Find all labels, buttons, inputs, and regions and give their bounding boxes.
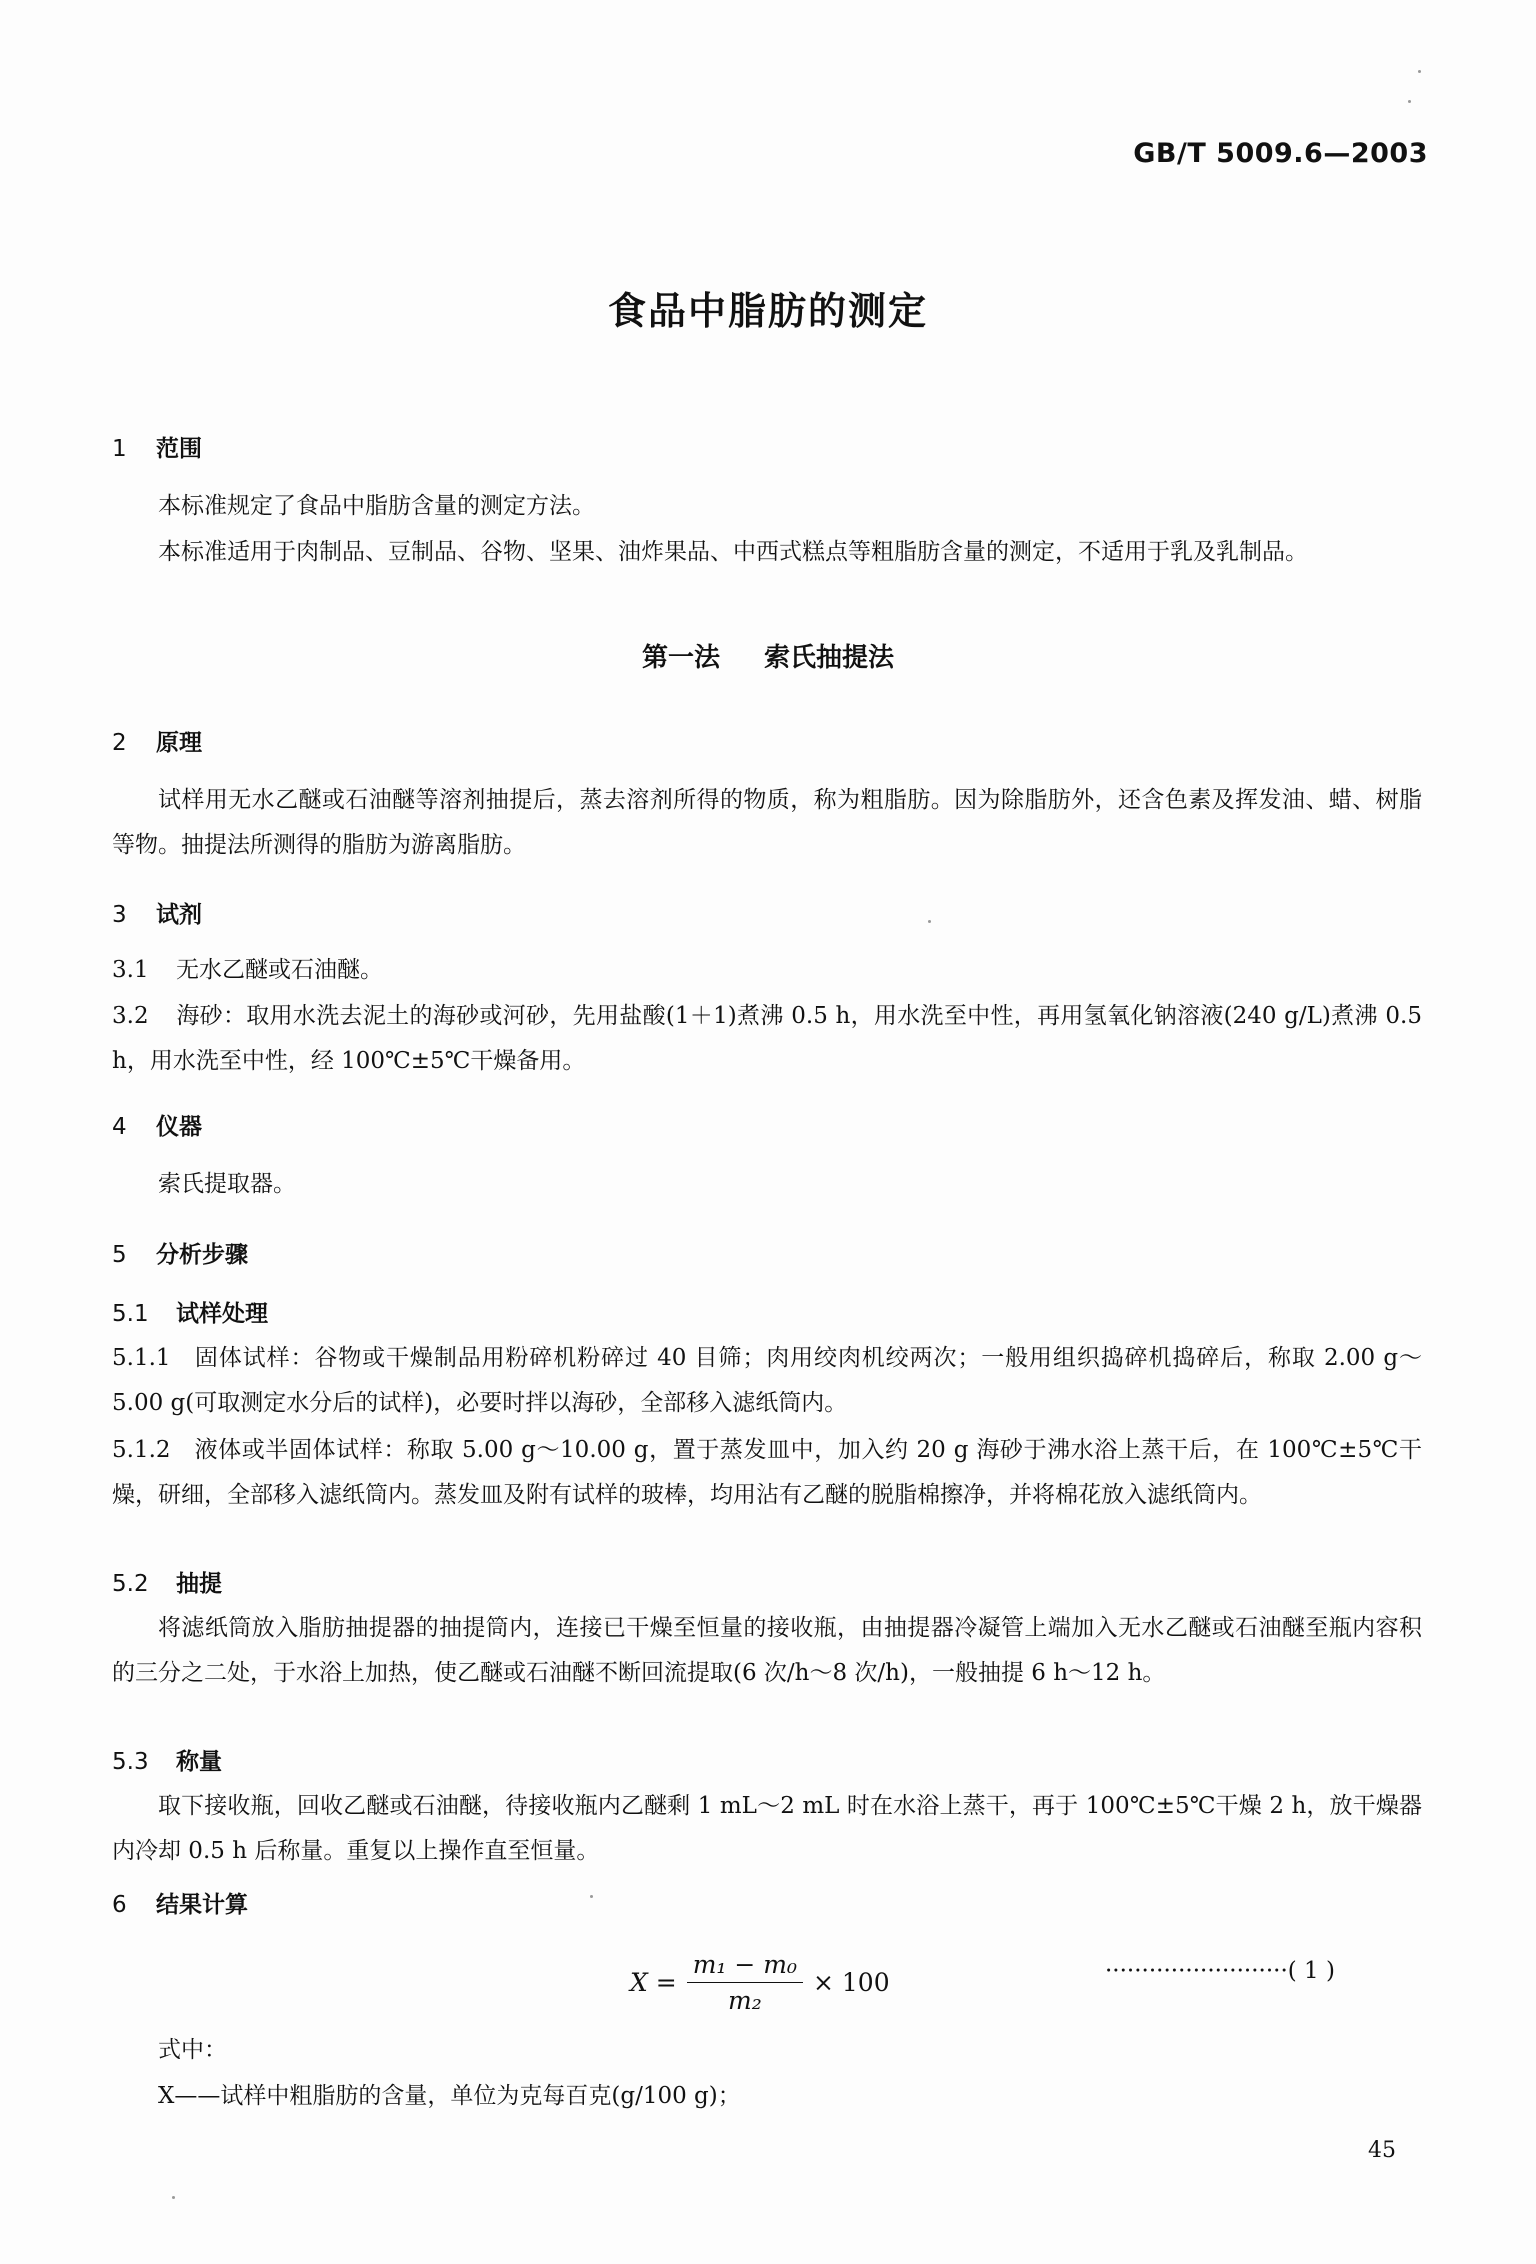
formula-numerator: m₁ − m₀ — [687, 1950, 803, 1983]
section-title: 试剂 — [156, 902, 202, 928]
scan-speck — [928, 920, 931, 923]
subsection-number: 5.3 — [112, 1749, 149, 1775]
item-text: 海砂：取用水洗去泥土的海砂或河砂，先用盐酸(1＋1)煮沸 0.5 h，用水洗至中性，再用氢氧化钠溶液(240 g/L)煮沸 0.5 h，用水洗至中性，经 100℃±5℃干燥备用。 — [112, 1003, 1422, 1074]
section-title: 结果计算 — [156, 1892, 248, 1918]
section-number: 6 — [112, 1892, 127, 1918]
subsection-5-1-heading — [112, 1292, 1422, 1337]
section-4-paragraph: 索氏提取器。 — [158, 1171, 296, 1197]
item-text: 固体试样：谷物或干燥制品用粉碎机粉碎过 40 目筛；肉用绞肉机绞两次；一般用组织捣碎机捣碎后，称取 2.00 g～5.00 g(可取测定水分后的试样)，必要时拌以海砂，全部移入滤纸筒内。 — [112, 1345, 1422, 1416]
method-title: 索氏抽提法 — [764, 643, 895, 673]
scan-speck — [590, 1895, 593, 1898]
section-title: 原理 — [156, 730, 202, 756]
subsection-title: 试样处理 — [176, 1301, 268, 1327]
item-text: 液体或半固体试样：称取 5.00 g～10.00 g，置于蒸发皿中，加入约 20 g 海砂于沸水浴上蒸干后，在 100℃±5℃干燥，研细，全部移入滤纸筒内。蒸发皿及附有试样的玻棒，均用沾有乙醚的脱脂棉擦净，并将棉花放入滤纸筒内。 — [112, 1437, 1422, 1508]
subsection-5-3-heading — [112, 1740, 1422, 1785]
formula-denominator: m₂ — [727, 1986, 762, 2015]
formula-fraction — [687, 1950, 803, 2015]
document-title: 食品中脂肪的测定 — [607, 289, 928, 333]
scan-speck — [1408, 100, 1411, 103]
scan-speck — [1418, 70, 1421, 73]
item-number: 5.1.1 — [112, 1345, 171, 1371]
subsection-title: 抽提 — [176, 1571, 222, 1597]
formula-rhs: × 100 — [813, 1968, 890, 1997]
standard-code: GB/T 5009.6—2003 — [1133, 138, 1428, 169]
subsection-5-2-paragraph: 将滤纸筒放入脂肪抽提器的抽提筒内，连接已干燥至恒量的接收瓶，由抽提器冷凝管上端加入无水乙醚或石油醚至瓶内容积的三分之二处，于水浴上加热，使乙醚或石油醚不断回流提取(6 次/h～8 次/h)，一般抽提 6 h～12 h。 — [112, 1615, 1422, 1686]
page-number: 45 — [1368, 2138, 1396, 2163]
section-3-heading — [112, 896, 202, 929]
item-number: 3.1 — [112, 957, 149, 983]
reagent-item-3-2 — [112, 994, 1422, 1084]
section-title: 仪器 — [156, 1114, 202, 1140]
item-number: 5.1.2 — [112, 1437, 171, 1463]
where-label: 式中： — [158, 2037, 227, 2063]
section-2-heading — [112, 724, 202, 757]
section-1-paragraph-2: 本标准适用于肉制品、豆制品、谷物、坚果、油炸果品、中西式糕点等粗脂肪含量的测定，不适用于乳及乳制品。 — [158, 539, 1308, 565]
item-text: 无水乙醚或石油醚。 — [176, 957, 383, 983]
method-heading — [0, 637, 1536, 674]
scan-speck — [172, 2196, 175, 2199]
section-4-heading — [112, 1108, 202, 1141]
item-5-1-1 — [112, 1336, 1422, 1426]
item-5-1-2 — [112, 1428, 1422, 1518]
subsection-number: 5.2 — [112, 1571, 149, 1597]
section-number: 4 — [112, 1114, 127, 1140]
section-2-paragraph: 试样用无水乙醚或石油醚等溶剂抽提后，蒸去溶剂所得的物质，称为粗脂肪。因为除脂肪外，还含色素及挥发油、蜡、树脂等物。抽提法所测得的脂肪为游离脂肪。 — [112, 787, 1422, 858]
section-5-heading — [112, 1236, 248, 1269]
variable-x-definition: X——试样中粗脂肪的含量，单位为克每百克(g/100 g)； — [158, 2083, 741, 2109]
subsection-number: 5.1 — [112, 1301, 149, 1327]
section-number: 3 — [112, 902, 127, 928]
formula-1 — [630, 1950, 890, 2015]
reagent-item-3-1 — [112, 948, 1422, 993]
section-title: 范围 — [156, 436, 202, 462]
subsection-title: 称量 — [176, 1749, 222, 1775]
formula-lhs: X = — [630, 1968, 677, 1997]
method-name: 第一法 — [641, 643, 720, 673]
section-1-heading — [112, 430, 202, 463]
item-number: 3.2 — [112, 1003, 149, 1029]
section-6-heading — [112, 1886, 248, 1919]
subsection-5-3-paragraph: 取下接收瓶，回收乙醚或石油醚，待接收瓶内乙醚剩 1 mL～2 mL 时在水浴上蒸干，再于 100℃±5℃干燥 2 h，放干燥器内冷却 0.5 h 后称量。重复以上操作直至恒量。 — [112, 1793, 1422, 1864]
section-title: 分析步骤 — [156, 1242, 248, 1268]
section-1-paragraph-1: 本标准规定了食品中脂肪含量的测定方法。 — [158, 493, 595, 519]
subsection-5-2-heading — [112, 1562, 1422, 1607]
section-number: 5 — [112, 1242, 127, 1268]
section-number: 2 — [112, 730, 127, 756]
equation-number: ·························( 1 ) — [1105, 1958, 1335, 1984]
section-number: 1 — [112, 436, 127, 462]
